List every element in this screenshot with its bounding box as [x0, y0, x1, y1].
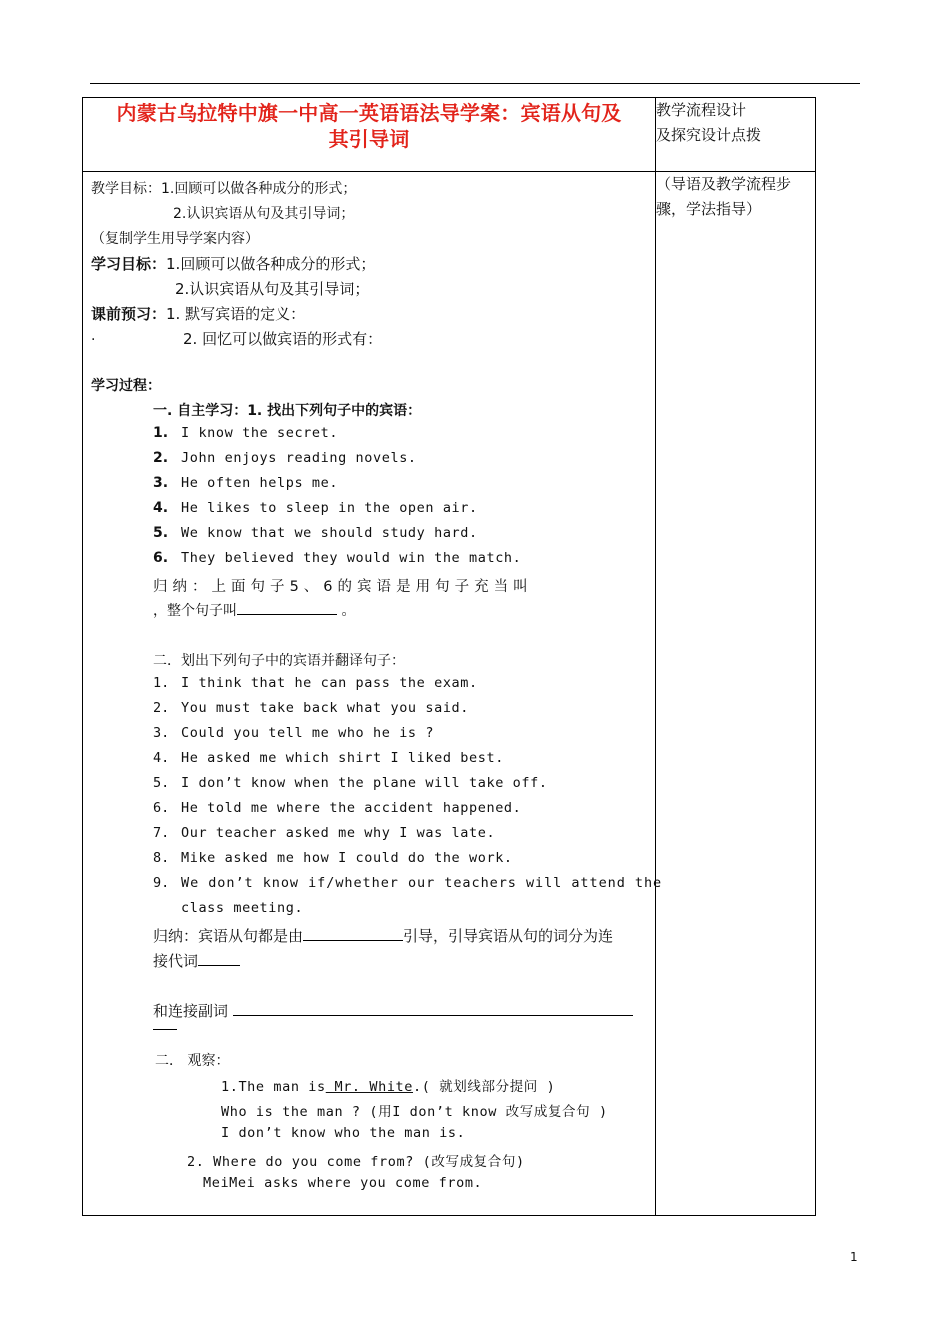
section2-item [153, 875, 662, 891]
header-rule [90, 83, 860, 84]
section2-summary-line-3 [153, 1000, 633, 1021]
sentence: I think that he can pass the exam. [181, 675, 478, 691]
section1-item [153, 425, 338, 441]
item-number: 5. [153, 775, 170, 791]
study-goals-item-2: 2.认识宾语从句及其引导词； [175, 280, 370, 298]
title-line-1: 内蒙古乌拉特中旗一中高一英语语法导学案：宾语从句及 [116, 101, 622, 125]
right-header-line-2: 及探究设计点拨 [656, 126, 762, 144]
study-goals-item-1: 1.回顾可以做各种成分的形式； [166, 255, 376, 273]
section1-summary-line-1: 归 纳 ： 上 面 句 子 5 、 6 的 宾 语 是 用 句 子 充 当 叫 [153, 579, 528, 595]
section1-item [153, 525, 478, 541]
section2-item [153, 825, 495, 841]
sentence: He often helps me. [181, 475, 339, 491]
preview-label: 课前预习： [91, 305, 167, 323]
lesson-table [82, 97, 816, 1216]
sentence: They believed they would win the match. [181, 550, 522, 566]
section2-summary-line-1 [153, 925, 613, 946]
section3-line-2: Who is the man ? (用I don’t know 改写成复合句 ) [221, 1104, 608, 1120]
summary-text: ，整个句子叫 [153, 603, 237, 619]
sentence: Our teacher asked me why I was late. [181, 825, 496, 841]
answer-blank[interactable] [198, 951, 240, 966]
section3-heading: 二． 观察： [155, 1053, 230, 1069]
section3-line-3: I don’t know who the man is. [221, 1125, 466, 1141]
section3-line-4: 2. Where do you come from? (改写成复合句) [187, 1154, 525, 1170]
item-number: 8. [153, 850, 170, 866]
section2-item [153, 725, 434, 741]
preview-line-1 [91, 303, 305, 324]
item-number: 6. [153, 800, 170, 816]
sentence: He told me where the accident happened. [181, 800, 522, 816]
sentence: He asked me which shirt I liked best. [181, 750, 504, 766]
objectives-item-2: 2.认识宾语从句及其引导词； [173, 206, 355, 222]
item-number: 7. [153, 825, 170, 841]
answer-blank[interactable] [303, 926, 403, 941]
section1-item [153, 550, 521, 566]
summary-text: 归纳：宾语从句都是由 [153, 927, 304, 945]
section2-item9-continuation: class meeting. [181, 900, 304, 916]
answer-blank[interactable] [237, 600, 337, 615]
section3-line-5: MeiMei asks where you come from. [203, 1175, 483, 1191]
sentence: John enjoys reading novels. [181, 450, 417, 466]
answer-blank[interactable] [233, 1001, 633, 1016]
item-number: 4. [153, 750, 170, 766]
section2-item [153, 800, 521, 816]
objectives-item-1: 1.回顾可以做各种成分的形式； [161, 181, 357, 197]
document-title [83, 98, 655, 152]
item-number: 2. [153, 450, 169, 466]
section1-summary-line-2 [153, 600, 355, 620]
item-number: 5. [153, 525, 169, 541]
item-number: 1. [153, 675, 170, 691]
objectives-line-1 [91, 178, 356, 198]
preview-item-1: 1. 默写宾语的定义： [166, 305, 306, 323]
section2-item [153, 700, 469, 716]
title-line-2: 其引导词 [328, 127, 410, 151]
title-cell [83, 98, 656, 172]
objectives-note: （复制学生用导学案内容） [91, 231, 259, 247]
section3-line-1 [221, 1075, 555, 1095]
preview-dot: . [91, 328, 96, 344]
item-number: 4. [153, 500, 169, 516]
sentence: You must take back what you said. [181, 700, 470, 716]
section1-heading: 一. 自主学习：1. 找出下列句子中的宾语： [153, 403, 422, 419]
underlined-answer: Mr. White [325, 1079, 414, 1095]
section1-item [153, 500, 478, 516]
answer-blank-continuation[interactable] [153, 1015, 177, 1034]
page-number: 1 [850, 1250, 858, 1264]
summary-text: 。 [337, 603, 356, 619]
sentence: Mike asked me how I could do the work. [181, 850, 513, 866]
study-goals-label: 学习目标： [91, 255, 167, 273]
guidance-note: （导语及教学流程步骤，学法指导） [656, 175, 792, 218]
sentence: 1.The man is [221, 1079, 326, 1095]
summary-text: 接代词 [153, 952, 199, 970]
item-number: 6. [153, 550, 169, 566]
section2-heading: 二．划出下列句子中的宾语并翻译句子： [153, 653, 405, 669]
guidance-cell [656, 172, 816, 1216]
sentence: I don’t know when the plane will take off. [181, 775, 548, 791]
sentence: We don’t know if/whether our teachers will attend the [181, 875, 663, 891]
right-header-line-1: 教学流程设计 [656, 101, 747, 119]
preview-item-2: 2. 回忆可以做宾语的形式有： [183, 330, 383, 348]
right-header-cell [656, 98, 816, 172]
section1-item [153, 450, 417, 466]
item-number: 9. [153, 875, 170, 891]
item-number: 1. [153, 425, 169, 441]
study-goals-line-1 [91, 253, 375, 274]
summary-text: 和连接副词 [153, 1002, 233, 1020]
item-number: 3. [153, 475, 169, 491]
sentence: I know the secret. [181, 425, 339, 441]
section2-summary-line-2 [153, 950, 240, 971]
sentence: He likes to sleep in the open air. [181, 500, 478, 516]
summary-text: 引导，引导宾语从句的词分为连 [403, 927, 614, 945]
instruction: .( 就划线部分提问 ) [413, 1079, 556, 1095]
section2-item [153, 675, 478, 691]
process-label: 学习过程： [91, 378, 161, 394]
content-cell [83, 172, 663, 1216]
item-number: 3. [153, 725, 170, 741]
sentence: We know that we should study hard. [181, 525, 478, 541]
sentence: Could you tell me who he is ? [181, 725, 435, 741]
section2-item [153, 850, 513, 866]
item-number: 2. [153, 700, 170, 716]
objectives-label: 教学目标： [91, 181, 161, 197]
section2-item [153, 750, 504, 766]
section1-item [153, 475, 338, 491]
section2-item [153, 775, 548, 791]
